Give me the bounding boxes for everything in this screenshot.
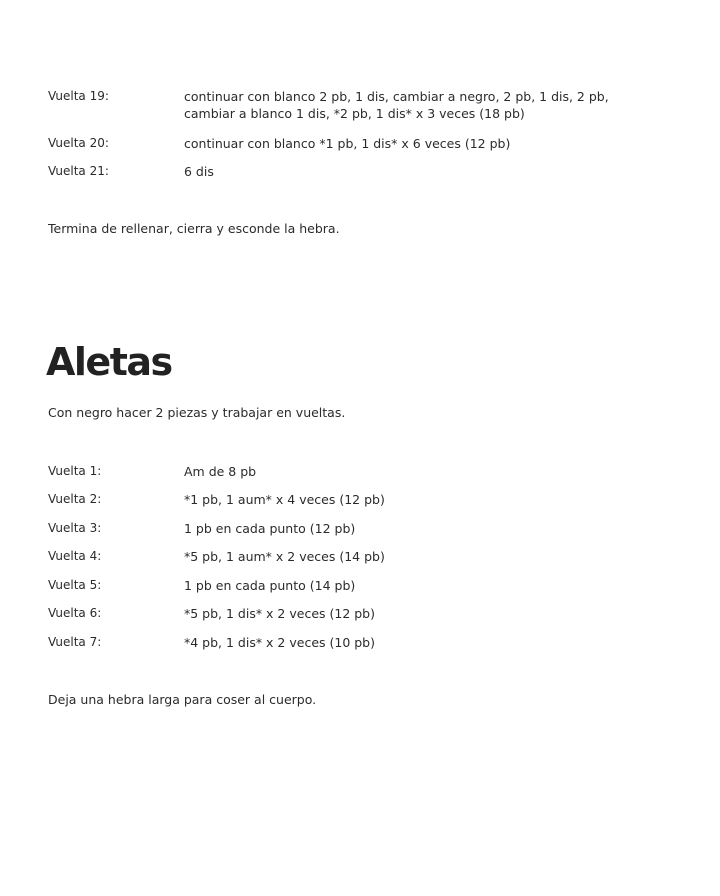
- round-instructions: 1 pb en cada punto (14 pb): [184, 578, 356, 593]
- round-row: [48, 491, 678, 508]
- round-row: [48, 163, 678, 180]
- section-title: Aletas: [46, 340, 172, 384]
- round-instructions: *5 pb, 1 dis* x 2 veces (12 pb): [184, 606, 375, 621]
- section-intro: Con negro hacer 2 piezas y trabajar en vueltas.: [48, 405, 346, 420]
- round-instructions: [184, 88, 678, 122]
- round-instructions: *1 pb, 1 aum* x 4 veces (12 pb): [184, 492, 385, 507]
- round-label: Vuelta 20:: [48, 136, 109, 150]
- round-label: Vuelta 3:: [48, 521, 102, 535]
- round-label: Vuelta 7:: [48, 635, 102, 649]
- instruction-line: continuar con blanco *1 pb, 1 dis* x 6 veces (12 pb): [184, 136, 511, 151]
- round-instructions: Am de 8 pb: [184, 464, 257, 479]
- round-instructions: [184, 135, 678, 152]
- instruction-line: cambiar a blanco 1 dis, *2 pb, 1 dis* x 3 veces (18 pb): [184, 106, 525, 121]
- round-label: Vuelta 4:: [48, 549, 102, 563]
- round-row: [48, 548, 678, 565]
- round-label: Vuelta 19:: [48, 89, 109, 103]
- round-label: Vuelta 5:: [48, 578, 102, 592]
- round-row: [48, 520, 678, 537]
- round-row: [48, 135, 678, 152]
- round-instructions: *5 pb, 1 aum* x 2 veces (14 pb): [184, 549, 385, 564]
- instruction-line: continuar con blanco 2 pb, 1 dis, cambiar a negro, 2 pb, 1 dis, 2 pb,: [184, 89, 609, 104]
- instruction-line: 6 dis: [184, 164, 214, 179]
- round-row: [48, 463, 678, 480]
- round-row: [48, 88, 678, 122]
- round-row: [48, 634, 678, 651]
- round-label: Vuelta 6:: [48, 606, 102, 620]
- round-instructions: *4 pb, 1 dis* x 2 veces (10 pb): [184, 635, 375, 650]
- round-label: Vuelta 1:: [48, 464, 102, 478]
- round-row: [48, 577, 678, 594]
- round-row: [48, 605, 678, 622]
- round-label: Vuelta 2:: [48, 492, 102, 506]
- round-instructions: 1 pb en cada punto (12 pb): [184, 521, 356, 536]
- round-instructions: [184, 163, 678, 180]
- closing-note: Deja una hebra larga para coser al cuerpo.: [48, 692, 317, 707]
- closing-note: Termina de rellenar, cierra y esconde la hebra.: [48, 221, 340, 236]
- round-label: Vuelta 21:: [48, 164, 109, 178]
